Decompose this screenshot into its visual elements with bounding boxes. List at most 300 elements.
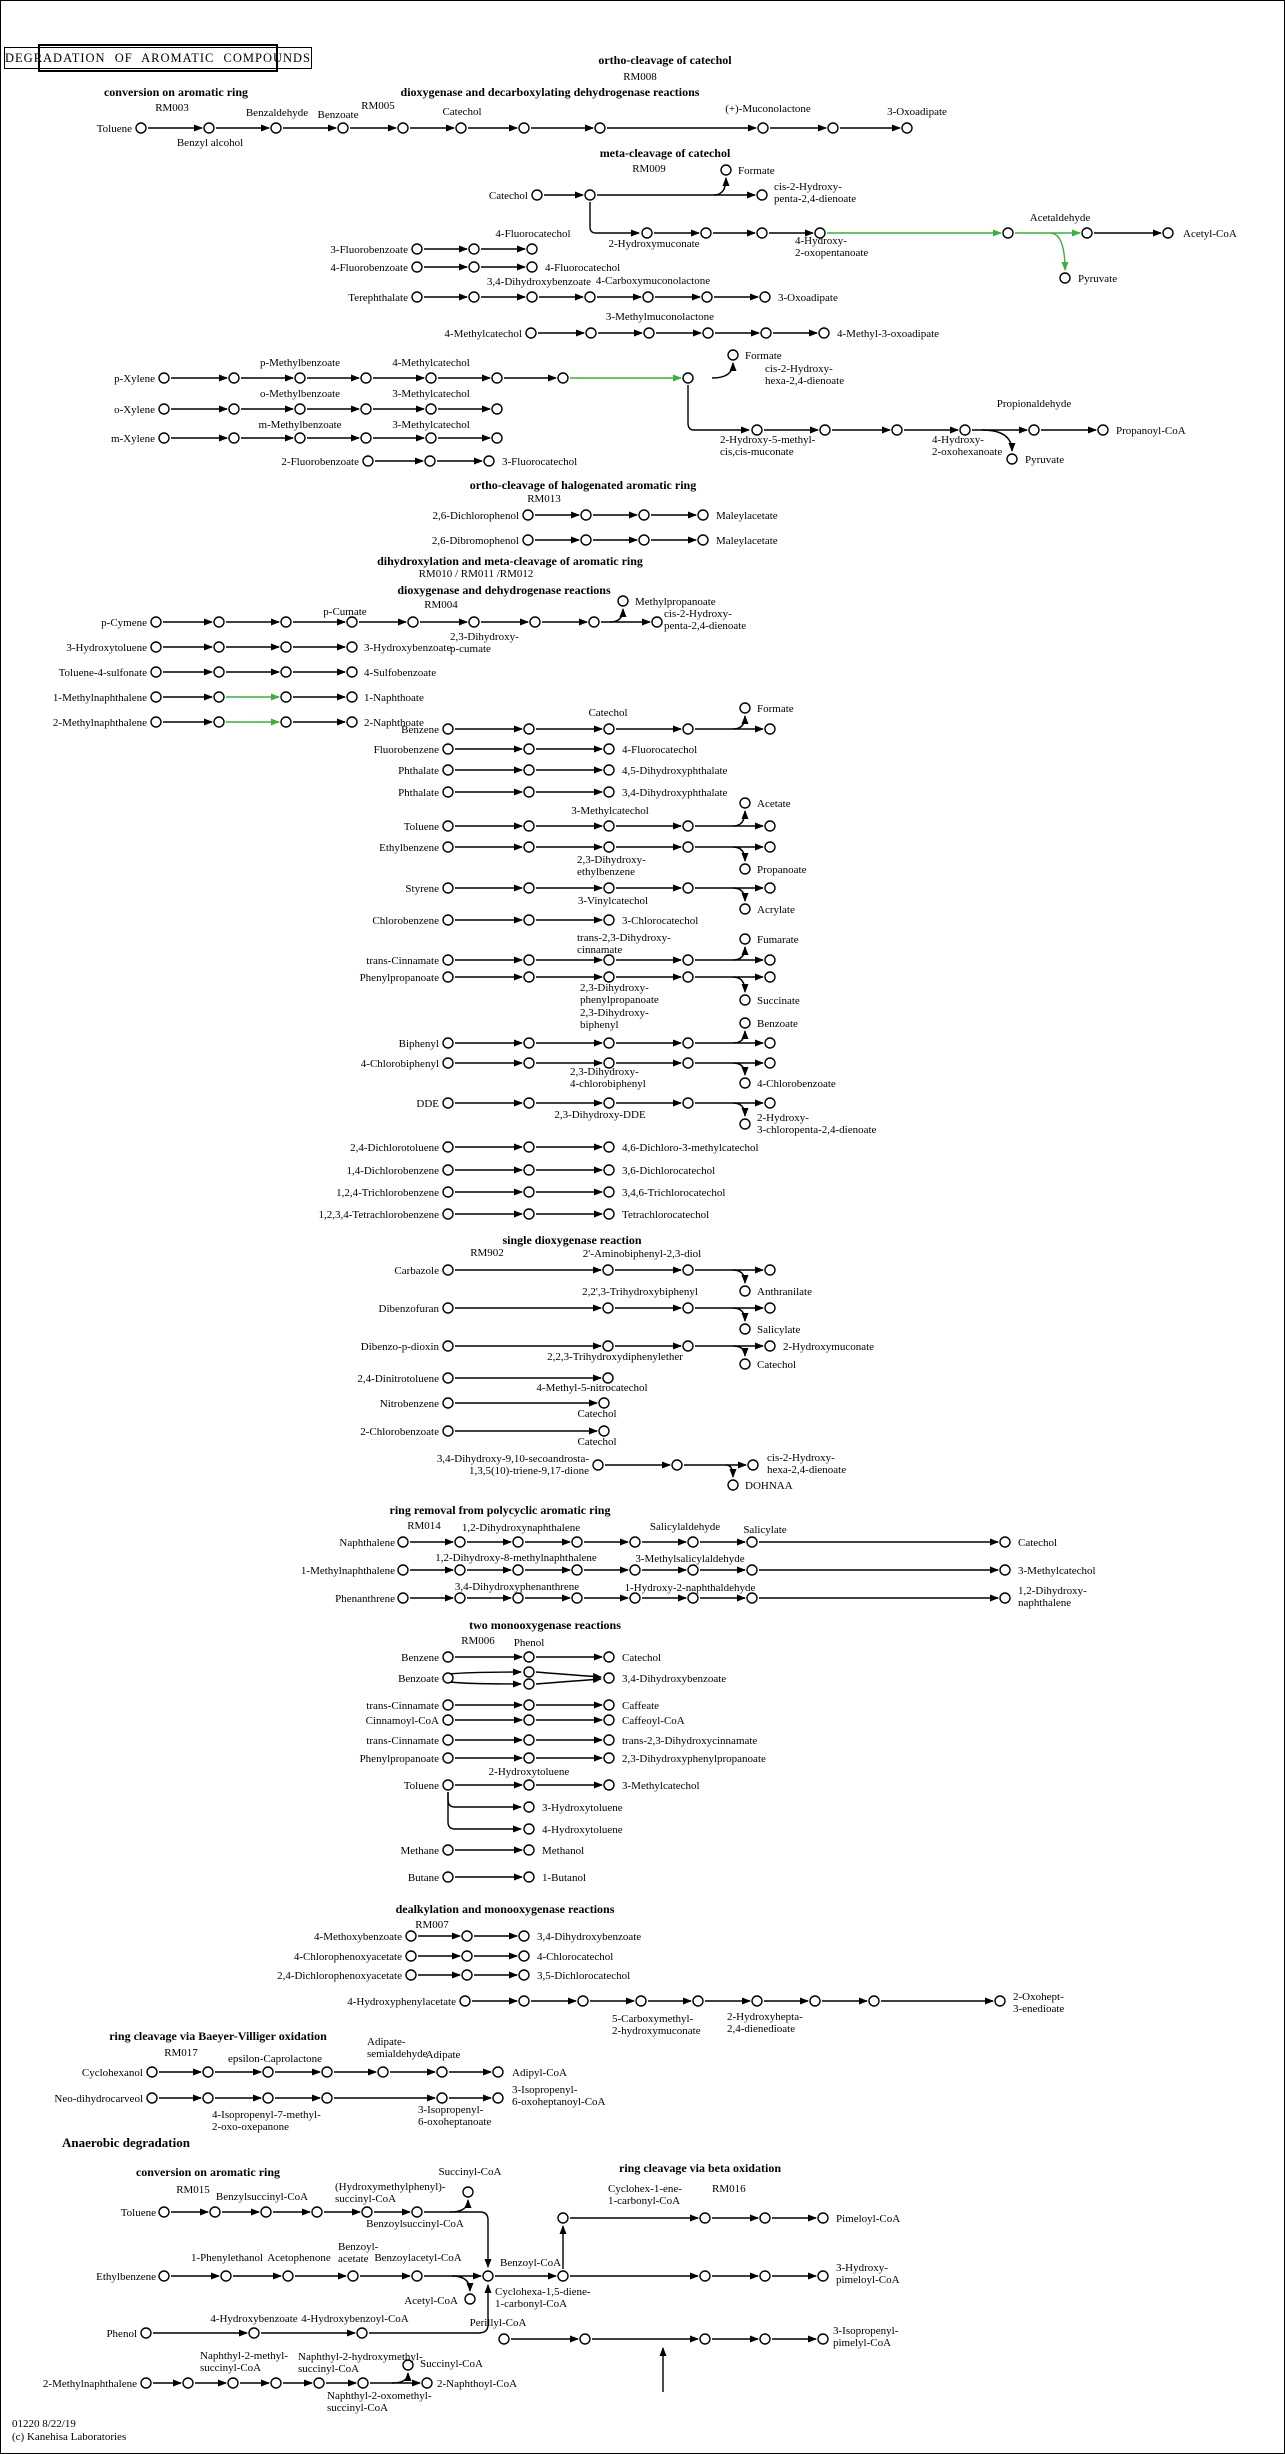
compound-node[interactable]: [443, 1753, 453, 1763]
compound-node[interactable]: [530, 617, 540, 627]
compound-node[interactable]: [281, 617, 291, 627]
compound-node[interactable]: [604, 1673, 614, 1683]
compound-node[interactable]: [443, 1398, 453, 1408]
compound-node[interactable]: [151, 642, 161, 652]
compound-node[interactable]: [558, 373, 568, 383]
compound-node[interactable]: [524, 1845, 534, 1855]
compound-node[interactable]: [740, 1359, 750, 1369]
compound-node[interactable]: [524, 1679, 534, 1689]
compound-node[interactable]: [281, 642, 291, 652]
compound-node[interactable]: [740, 864, 750, 874]
compound-node[interactable]: [469, 292, 479, 302]
compound-node[interactable]: [752, 1996, 762, 2006]
compound-node[interactable]: [765, 883, 775, 893]
compound-node[interactable]: [740, 904, 750, 914]
compound-node[interactable]: [361, 433, 371, 443]
compound-node[interactable]: [761, 328, 771, 338]
compound-node[interactable]: [819, 328, 829, 338]
compound-node[interactable]: [630, 1537, 640, 1547]
compound-node[interactable]: [524, 1715, 534, 1725]
compound-node[interactable]: [810, 1996, 820, 2006]
compound-node[interactable]: [426, 433, 436, 443]
compound-node[interactable]: [455, 1537, 465, 1547]
compound-node[interactable]: [519, 123, 529, 133]
compound-node[interactable]: [492, 373, 502, 383]
compound-node[interactable]: [740, 934, 750, 944]
compound-node[interactable]: [159, 2207, 169, 2217]
compound-node[interactable]: [204, 123, 214, 133]
compound-node[interactable]: [347, 667, 357, 677]
compound-node[interactable]: [728, 350, 738, 360]
compound-node[interactable]: [519, 1996, 529, 2006]
compound-node[interactable]: [581, 510, 591, 520]
compound-node[interactable]: [572, 1593, 582, 1603]
compound-node[interactable]: [519, 1931, 529, 1941]
compound-node[interactable]: [513, 1593, 523, 1603]
compound-node[interactable]: [398, 123, 408, 133]
compound-node[interactable]: [483, 2271, 493, 2281]
compound-node[interactable]: [443, 842, 453, 852]
compound-node[interactable]: [214, 692, 224, 702]
compound-node[interactable]: [229, 433, 239, 443]
compound-node[interactable]: [443, 1673, 453, 1683]
compound-node[interactable]: [443, 1209, 453, 1219]
compound-node[interactable]: [469, 262, 479, 272]
compound-node[interactable]: [151, 667, 161, 677]
compound-node[interactable]: [406, 1951, 416, 1961]
compound-node[interactable]: [604, 842, 614, 852]
compound-node[interactable]: [443, 1303, 453, 1313]
compound-node[interactable]: [581, 535, 591, 545]
compound-node[interactable]: [740, 703, 750, 713]
compound-node[interactable]: [322, 2067, 332, 2077]
compound-node[interactable]: [295, 373, 305, 383]
compound-node[interactable]: [701, 228, 711, 238]
compound-node[interactable]: [378, 2067, 388, 2077]
compound-node[interactable]: [425, 456, 435, 466]
compound-node[interactable]: [159, 2271, 169, 2281]
compound-node[interactable]: [688, 1565, 698, 1575]
compound-node[interactable]: [469, 617, 479, 627]
compound-node[interactable]: [412, 2207, 422, 2217]
compound-node[interactable]: [524, 744, 534, 754]
compound-node[interactable]: [443, 972, 453, 982]
compound-node[interactable]: [604, 1753, 614, 1763]
compound-node[interactable]: [721, 165, 731, 175]
compound-node[interactable]: [604, 724, 614, 734]
compound-node[interactable]: [348, 2271, 358, 2281]
compound-node[interactable]: [892, 425, 902, 435]
compound-node[interactable]: [443, 1780, 453, 1790]
compound-node[interactable]: [765, 724, 775, 734]
compound-node[interactable]: [214, 617, 224, 627]
compound-node[interactable]: [295, 433, 305, 443]
compound-node[interactable]: [524, 1735, 534, 1745]
compound-node[interactable]: [462, 1931, 472, 1941]
compound-node[interactable]: [618, 596, 628, 606]
compound-node[interactable]: [358, 2378, 368, 2388]
compound-node[interactable]: [740, 798, 750, 808]
compound-node[interactable]: [443, 1038, 453, 1048]
compound-node[interactable]: [263, 2067, 273, 2077]
compound-node[interactable]: [406, 1931, 416, 1941]
compound-node[interactable]: [740, 1324, 750, 1334]
compound-node[interactable]: [604, 1735, 614, 1745]
compound-node[interactable]: [760, 2334, 770, 2344]
compound-node[interactable]: [604, 1209, 614, 1219]
compound-node[interactable]: [765, 1098, 775, 1108]
compound-node[interactable]: [492, 433, 502, 443]
compound-node[interactable]: [443, 1165, 453, 1175]
compound-node[interactable]: [683, 842, 693, 852]
compound-node[interactable]: [558, 2213, 568, 2223]
compound-node[interactable]: [593, 1460, 603, 1470]
compound-node[interactable]: [760, 2271, 770, 2281]
compound-node[interactable]: [456, 123, 466, 133]
compound-node[interactable]: [221, 2271, 231, 2281]
compound-node[interactable]: [683, 1303, 693, 1313]
compound-node[interactable]: [636, 1996, 646, 2006]
compound-node[interactable]: [443, 765, 453, 775]
compound-node[interactable]: [672, 1460, 682, 1470]
compound-node[interactable]: [513, 1537, 523, 1547]
compound-node[interactable]: [159, 373, 169, 383]
compound-node[interactable]: [443, 915, 453, 925]
compound-node[interactable]: [765, 821, 775, 831]
compound-node[interactable]: [526, 328, 536, 338]
compound-node[interactable]: [271, 123, 281, 133]
compound-node[interactable]: [589, 617, 599, 627]
compound-node[interactable]: [1000, 1593, 1010, 1603]
compound-node[interactable]: [688, 1537, 698, 1547]
compound-node[interactable]: [604, 1187, 614, 1197]
compound-node[interactable]: [604, 1165, 614, 1175]
compound-node[interactable]: [702, 292, 712, 302]
compound-node[interactable]: [639, 510, 649, 520]
compound-node[interactable]: [492, 404, 502, 414]
compound-node[interactable]: [603, 1303, 613, 1313]
compound-node[interactable]: [523, 535, 533, 545]
compound-node[interactable]: [580, 2334, 590, 2344]
compound-node[interactable]: [524, 883, 534, 893]
compound-node[interactable]: [249, 2328, 259, 2338]
compound-node[interactable]: [683, 373, 693, 383]
compound-node[interactable]: [585, 292, 595, 302]
compound-node[interactable]: [747, 1537, 757, 1547]
compound-node[interactable]: [463, 2187, 473, 2197]
compound-node[interactable]: [1029, 425, 1039, 435]
compound-node[interactable]: [203, 2093, 213, 2103]
compound-node[interactable]: [1007, 454, 1017, 464]
compound-node[interactable]: [412, 244, 422, 254]
compound-node[interactable]: [765, 972, 775, 982]
compound-node[interactable]: [460, 1996, 470, 2006]
compound-node[interactable]: [760, 2213, 770, 2223]
compound-node[interactable]: [603, 1341, 613, 1351]
compound-node[interactable]: [558, 2271, 568, 2281]
compound-node[interactable]: [728, 1480, 738, 1490]
compound-node[interactable]: [524, 1753, 534, 1763]
compound-node[interactable]: [652, 617, 662, 627]
compound-node[interactable]: [572, 1537, 582, 1547]
compound-node[interactable]: [412, 292, 422, 302]
compound-node[interactable]: [683, 1265, 693, 1275]
compound-node[interactable]: [740, 1018, 750, 1028]
compound-node[interactable]: [1000, 1565, 1010, 1575]
compound-node[interactable]: [398, 1537, 408, 1547]
compound-node[interactable]: [995, 1996, 1005, 2006]
compound-node[interactable]: [443, 955, 453, 965]
compound-node[interactable]: [1098, 425, 1108, 435]
compound-node[interactable]: [604, 821, 614, 831]
compound-node[interactable]: [214, 642, 224, 652]
compound-node[interactable]: [757, 228, 767, 238]
compound-node[interactable]: [443, 1426, 453, 1436]
compound-node[interactable]: [604, 1652, 614, 1662]
compound-node[interactable]: [261, 2207, 271, 2217]
compound-node[interactable]: [524, 1667, 534, 1677]
compound-node[interactable]: [437, 2067, 447, 2077]
compound-node[interactable]: [426, 373, 436, 383]
compound-node[interactable]: [599, 1398, 609, 1408]
compound-node[interactable]: [443, 1058, 453, 1068]
compound-node[interactable]: [1000, 1537, 1010, 1547]
compound-node[interactable]: [757, 190, 767, 200]
compound-node[interactable]: [347, 692, 357, 702]
compound-node[interactable]: [499, 2334, 509, 2344]
compound-node[interactable]: [203, 2067, 213, 2077]
compound-node[interactable]: [524, 1652, 534, 1662]
compound-node[interactable]: [443, 883, 453, 893]
compound-node[interactable]: [361, 373, 371, 383]
compound-node[interactable]: [519, 1970, 529, 1980]
compound-node[interactable]: [398, 1593, 408, 1603]
compound-node[interactable]: [683, 724, 693, 734]
compound-node[interactable]: [519, 1951, 529, 1961]
compound-node[interactable]: [747, 1565, 757, 1575]
compound-node[interactable]: [443, 821, 453, 831]
compound-node[interactable]: [412, 262, 422, 272]
compound-node[interactable]: [443, 1872, 453, 1882]
compound-node[interactable]: [688, 1593, 698, 1603]
compound-node[interactable]: [422, 2378, 432, 2388]
compound-node[interactable]: [312, 2207, 322, 2217]
compound-node[interactable]: [408, 617, 418, 627]
compound-node[interactable]: [443, 787, 453, 797]
compound-node[interactable]: [524, 1187, 534, 1197]
compound-node[interactable]: [151, 717, 161, 727]
compound-node[interactable]: [1082, 228, 1092, 238]
compound-node[interactable]: [683, 883, 693, 893]
compound-node[interactable]: [361, 404, 371, 414]
compound-node[interactable]: [740, 1078, 750, 1088]
compound-node[interactable]: [604, 972, 614, 982]
compound-node[interactable]: [820, 425, 830, 435]
compound-node[interactable]: [700, 2334, 710, 2344]
compound-node[interactable]: [314, 2378, 324, 2388]
compound-node[interactable]: [281, 667, 291, 677]
compound-node[interactable]: [869, 1996, 879, 2006]
compound-node[interactable]: [532, 190, 542, 200]
compound-node[interactable]: [151, 617, 161, 627]
compound-node[interactable]: [443, 1142, 453, 1152]
compound-node[interactable]: [524, 1209, 534, 1219]
compound-node[interactable]: [271, 2378, 281, 2388]
compound-node[interactable]: [740, 995, 750, 1005]
compound-node[interactable]: [443, 1187, 453, 1197]
compound-node[interactable]: [683, 972, 693, 982]
compound-node[interactable]: [758, 123, 768, 133]
compound-node[interactable]: [347, 717, 357, 727]
compound-node[interactable]: [524, 1872, 534, 1882]
compound-node[interactable]: [524, 1098, 534, 1108]
compound-node[interactable]: [524, 915, 534, 925]
compound-node[interactable]: [698, 535, 708, 545]
compound-node[interactable]: [578, 1996, 588, 2006]
compound-node[interactable]: [263, 2093, 273, 2103]
compound-node[interactable]: [443, 744, 453, 754]
compound-node[interactable]: [524, 1142, 534, 1152]
compound-node[interactable]: [524, 765, 534, 775]
compound-node[interactable]: [159, 404, 169, 414]
compound-node[interactable]: [698, 510, 708, 520]
compound-node[interactable]: [443, 1700, 453, 1710]
compound-node[interactable]: [347, 617, 357, 627]
compound-node[interactable]: [527, 292, 537, 302]
compound-node[interactable]: [604, 883, 614, 893]
compound-node[interactable]: [643, 292, 653, 302]
compound-node[interactable]: [740, 1286, 750, 1296]
compound-node[interactable]: [765, 955, 775, 965]
compound-node[interactable]: [818, 2271, 828, 2281]
compound-node[interactable]: [443, 1845, 453, 1855]
compound-node[interactable]: [604, 915, 614, 925]
compound-node[interactable]: [229, 373, 239, 383]
compound-node[interactable]: [765, 1058, 775, 1068]
compound-node[interactable]: [818, 2334, 828, 2344]
compound-node[interactable]: [604, 1142, 614, 1152]
compound-node[interactable]: [1060, 273, 1070, 283]
compound-node[interactable]: [455, 1593, 465, 1603]
compound-node[interactable]: [437, 2093, 447, 2103]
compound-node[interactable]: [443, 1373, 453, 1383]
compound-node[interactable]: [604, 765, 614, 775]
compound-node[interactable]: [630, 1593, 640, 1603]
compound-node[interactable]: [524, 724, 534, 734]
compound-node[interactable]: [210, 2207, 220, 2217]
compound-node[interactable]: [363, 456, 373, 466]
compound-node[interactable]: [228, 2378, 238, 2388]
compound-node[interactable]: [585, 190, 595, 200]
compound-node[interactable]: [484, 456, 494, 466]
compound-node[interactable]: [524, 787, 534, 797]
compound-node[interactable]: [524, 1038, 534, 1048]
compound-node[interactable]: [443, 1715, 453, 1725]
compound-node[interactable]: [443, 1652, 453, 1662]
compound-node[interactable]: [683, 821, 693, 831]
compound-node[interactable]: [748, 1460, 758, 1470]
compound-node[interactable]: [281, 717, 291, 727]
compound-node[interactable]: [604, 1098, 614, 1108]
compound-node[interactable]: [644, 328, 654, 338]
compound-node[interactable]: [765, 1303, 775, 1313]
compound-node[interactable]: [700, 2213, 710, 2223]
compound-node[interactable]: [902, 123, 912, 133]
compound-node[interactable]: [683, 1038, 693, 1048]
compound-node[interactable]: [406, 1970, 416, 1980]
compound-node[interactable]: [398, 1565, 408, 1575]
compound-node[interactable]: [586, 328, 596, 338]
compound-node[interactable]: [683, 1058, 693, 1068]
compound-node[interactable]: [513, 1565, 523, 1575]
compound-node[interactable]: [151, 692, 161, 702]
compound-node[interactable]: [599, 1426, 609, 1436]
compound-node[interactable]: [604, 744, 614, 754]
compound-node[interactable]: [229, 404, 239, 414]
compound-node[interactable]: [524, 1165, 534, 1175]
compound-node[interactable]: [524, 1058, 534, 1068]
compound-node[interactable]: [1163, 228, 1173, 238]
compound-node[interactable]: [493, 2067, 503, 2077]
compound-node[interactable]: [639, 535, 649, 545]
compound-node[interactable]: [462, 1970, 472, 1980]
compound-node[interactable]: [828, 123, 838, 133]
compound-node[interactable]: [765, 842, 775, 852]
compound-node[interactable]: [295, 404, 305, 414]
compound-node[interactable]: [524, 842, 534, 852]
compound-node[interactable]: [604, 787, 614, 797]
compound-node[interactable]: [357, 2328, 367, 2338]
compound-node[interactable]: [595, 123, 605, 133]
compound-node[interactable]: [141, 2328, 151, 2338]
compound-node[interactable]: [765, 1038, 775, 1048]
compound-node[interactable]: [524, 821, 534, 831]
compound-node[interactable]: [455, 1565, 465, 1575]
compound-node[interactable]: [524, 1780, 534, 1790]
compound-node[interactable]: [443, 1341, 453, 1351]
compound-node[interactable]: [693, 1996, 703, 2006]
compound-node[interactable]: [740, 1119, 750, 1129]
compound-node[interactable]: [159, 433, 169, 443]
compound-node[interactable]: [703, 328, 713, 338]
compound-node[interactable]: [147, 2093, 157, 2103]
compound-node[interactable]: [524, 955, 534, 965]
compound-node[interactable]: [642, 228, 652, 238]
compound-node[interactable]: [443, 1265, 453, 1275]
compound-node[interactable]: [136, 123, 146, 133]
compound-node[interactable]: [443, 1098, 453, 1108]
compound-node[interactable]: [462, 1951, 472, 1961]
compound-node[interactable]: [465, 2294, 475, 2304]
compound-node[interactable]: [524, 1824, 534, 1834]
compound-node[interactable]: [683, 1098, 693, 1108]
compound-node[interactable]: [760, 292, 770, 302]
compound-node[interactable]: [747, 1593, 757, 1603]
compound-node[interactable]: [412, 2271, 422, 2281]
compound-node[interactable]: [765, 1341, 775, 1351]
compound-node[interactable]: [604, 1700, 614, 1710]
compound-node[interactable]: [683, 1341, 693, 1351]
compound-node[interactable]: [443, 724, 453, 734]
compound-node[interactable]: [147, 2067, 157, 2077]
compound-node[interactable]: [630, 1565, 640, 1575]
compound-node[interactable]: [603, 1265, 613, 1275]
compound-node[interactable]: [141, 2378, 151, 2388]
compound-node[interactable]: [214, 717, 224, 727]
compound-node[interactable]: [183, 2378, 193, 2388]
compound-node[interactable]: [1003, 228, 1013, 238]
compound-node[interactable]: [523, 510, 533, 520]
